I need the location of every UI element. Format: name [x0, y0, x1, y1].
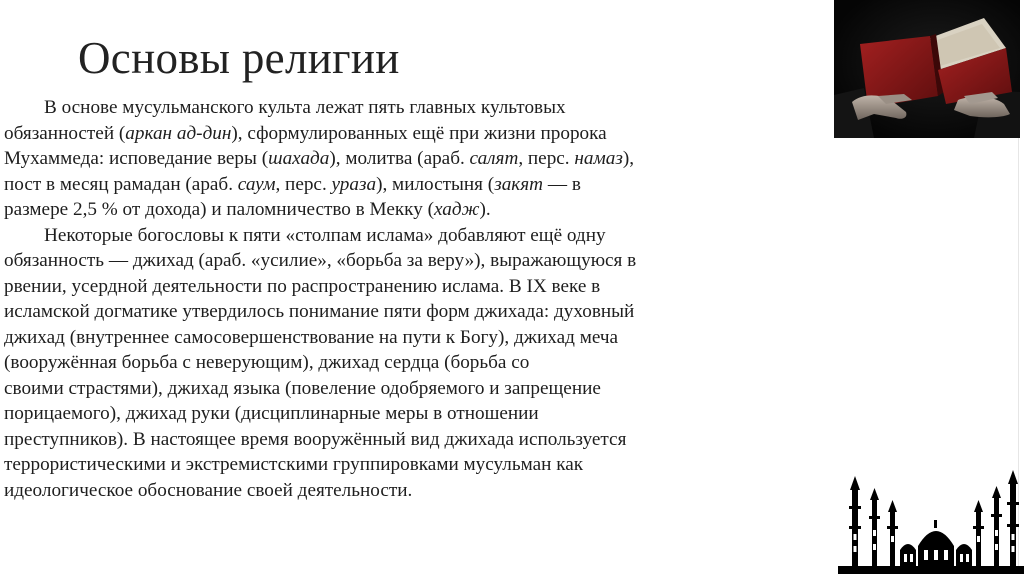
italic-term: закят — [494, 173, 544, 195]
text-segment: ). — [479, 199, 491, 220]
text-segment: обязанностей ( — [4, 122, 126, 144]
text-line: (вооружённая борьба с неверующим), джихад сердца (борьба со — [4, 352, 530, 373]
text-line — [4, 146, 824, 172]
italic-term: саум — [237, 173, 276, 195]
italic-term: аркан ад-дин — [125, 122, 232, 144]
text-segment: — в — [543, 173, 581, 195]
book-photo — [834, 0, 1020, 138]
page-title: Основы религии — [78, 33, 400, 83]
text-line: порицаемого), джихад руки (дисциплинарные меры в отношении — [4, 403, 539, 424]
text-segment: , перс. — [275, 173, 332, 195]
text-segment: В основе мусульманского культа лежат пять главных культовых — [44, 97, 566, 118]
text-line — [4, 172, 824, 198]
text-segment: размере 2,5 % от дохода) и паломничество в Мекку ( — [4, 199, 435, 220]
text-line — [4, 121, 824, 147]
text-line: обязанность — джихад (араб. «усилие», «борьба за веру»), выражающуюся в — [4, 250, 637, 271]
text-segment: ), милостыня ( — [376, 173, 495, 195]
text-segment: Мухаммеда: исповедание веры ( — [4, 148, 269, 169]
text-segment: ), сформулированных ещё при жизни пророка — [231, 122, 607, 144]
text-line: джихад (внутреннее самосовершенствование на пути к Богу), джихад меча — [4, 326, 619, 348]
text-segment: пост в месяц рамадан (араб. — [4, 173, 238, 195]
text-segment: ), — [622, 148, 635, 169]
text-line: рвении, усердной деятельности по распространению ислама. В IX веке в — [4, 275, 601, 297]
italic-term: намаз — [574, 148, 623, 169]
text-segment: , перс. — [518, 148, 575, 169]
text-line: исламской догматике утвердилось понимание пяти форм джихада: духовный — [4, 301, 635, 322]
italic-term: хадж — [434, 199, 480, 220]
paragraph-arkan — [4, 95, 824, 223]
italic-term: ураза — [331, 173, 377, 195]
text-line: преступников). В настоящее время вооружённый вид джихада используется — [4, 428, 627, 450]
text-line: идеологическое обоснование своей деятельности. — [4, 479, 413, 501]
text-segment: ), молитва (араб. — [329, 148, 470, 169]
italic-term: шахада — [268, 148, 330, 169]
body-text — [4, 95, 824, 503]
text-line — [4, 197, 824, 223]
text-line: своими страстями), джихад языка (повеление одобряемого и запрещение — [4, 377, 601, 399]
text-line — [4, 95, 824, 121]
text-line: Некоторые богословы к пяти «столпам ислама» добавляют ещё одну — [44, 224, 606, 246]
italic-term: салят — [469, 148, 519, 169]
text-line: террористическими и экстремистскими группировками мусульман как — [4, 454, 584, 475]
paragraph-jihad — [4, 223, 824, 504]
mosque-ornament — [838, 470, 1024, 574]
